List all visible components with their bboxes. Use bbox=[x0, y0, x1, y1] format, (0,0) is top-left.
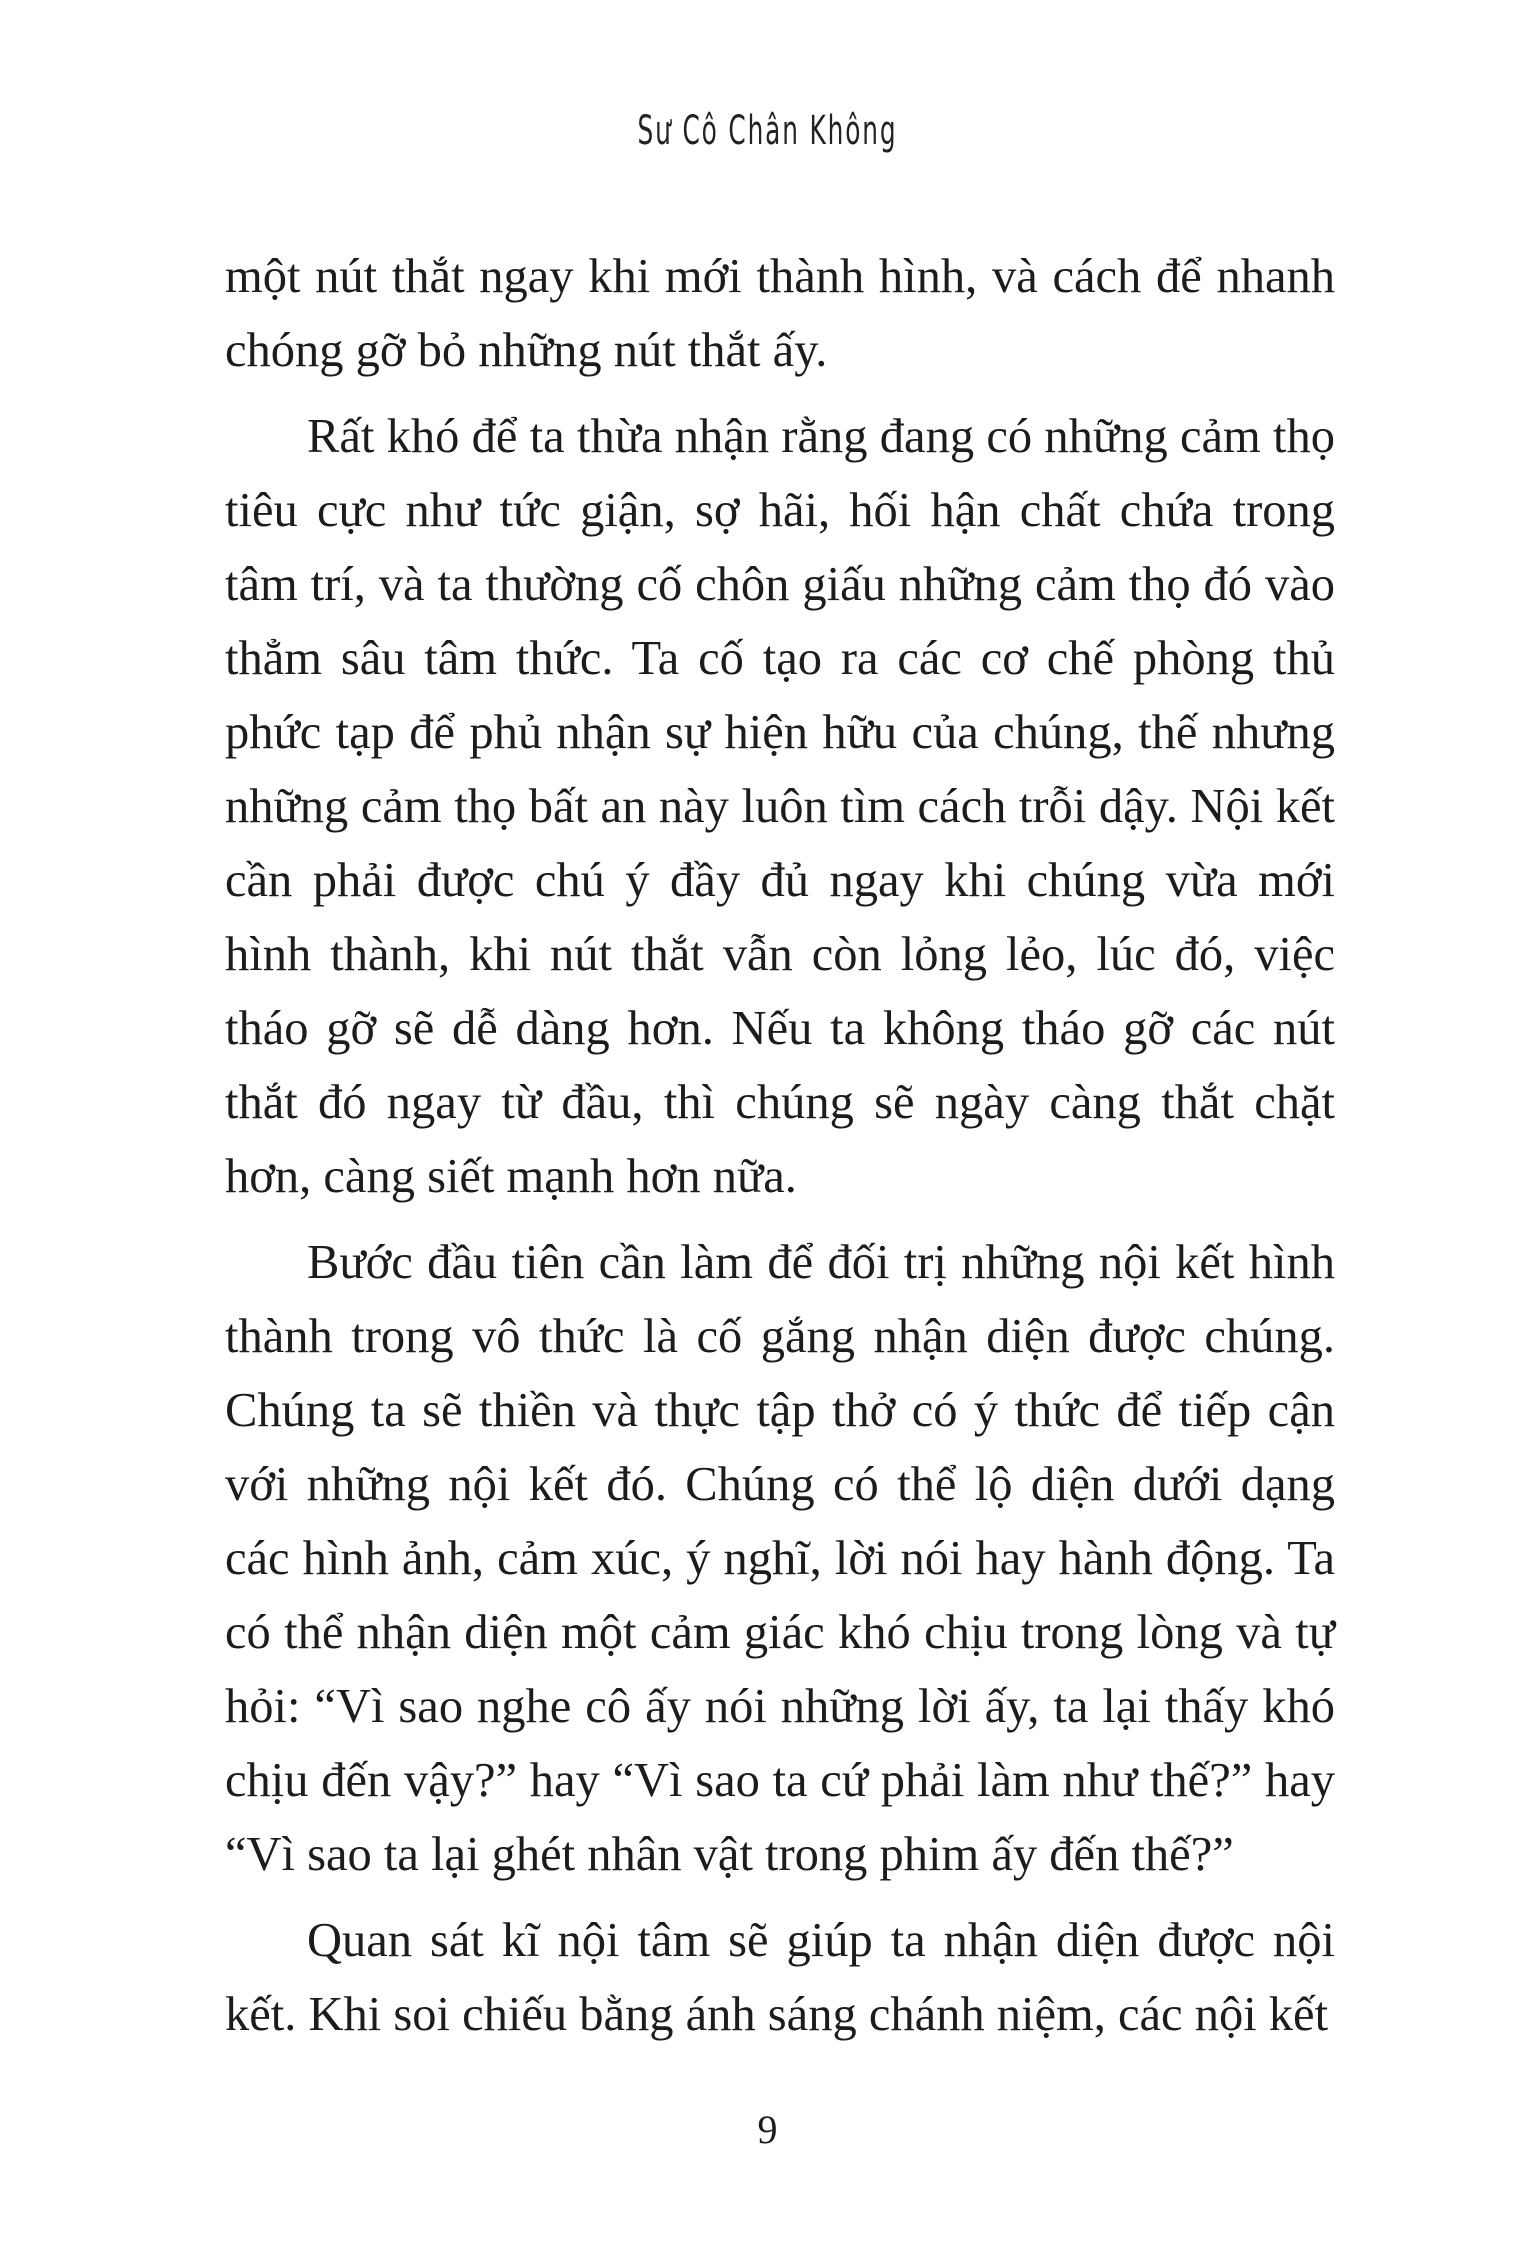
paragraph-continuation: một nút thắt ngay khi mới thành hình, và cách để nhanh chóng gỡ bỏ những nút thắt ấy. bbox=[225, 250, 1335, 377]
body-text bbox=[225, 240, 1335, 2064]
paragraph: Quan sát kĩ nội tâm sẽ giúp ta nhận diện được nội kết. Khi soi chiếu bằng ánh sáng chánh niệm, các nội kết bbox=[225, 1914, 1335, 2041]
page-number: 9 bbox=[757, 2107, 778, 2152]
running-header: Sư Cô Chân Không bbox=[637, 108, 898, 154]
paragraph: Rất khó để ta thừa nhận rằng đang có những cảm thọ tiêu cực như tức giận, sợ hãi, hối hận chất chứa trong tâm trí, và ta thường cố chôn giấu những cảm thọ đó vào thẳm sâu tâm thức. Ta cố tạo ra các cơ chế phòng thủ phức tạp để phủ nhận sự hiện hữu của chúng, thế nhưng những cảm thọ bất an này luôn tìm cách trỗi dậy. Nội kết cần phải được chú ý đầy đủ ngay khi chúng vừa mới hình thành, khi nút thắt vẫn còn lỏng lẻo, lúc đó, việc tháo gỡ sẽ dễ dàng hơn. Nếu ta không tháo gỡ các nút thắt đó ngay từ đầu, thì chúng sẽ ngày càng thắt chặt hơn, càng siết mạnh hơn nữa. bbox=[225, 410, 1335, 1203]
paragraph: Bước đầu tiên cần làm để đối trị những nội kết hình thành trong vô thức là cố gắng nhận diện được chúng. Chúng ta sẽ thiền và thực tập thở có ý thức để tiếp cận với những nội kết đó. Chúng có thể lộ diện dưới dạng các hình ảnh, cảm xúc, ý nghĩ, lời nói hay hành động. Ta có thể nhận diện một cảm giác khó chịu trong lòng và tự hỏi: “Vì sao nghe cô ấy nói những lời ấy, ta lại thấy khó chịu đến vậy?” hay “Vì sao ta cứ phải làm như thế?” hay “Vì sao ta lại ghét nhân vật trong phim ấy đến thế?” bbox=[225, 1236, 1335, 1881]
